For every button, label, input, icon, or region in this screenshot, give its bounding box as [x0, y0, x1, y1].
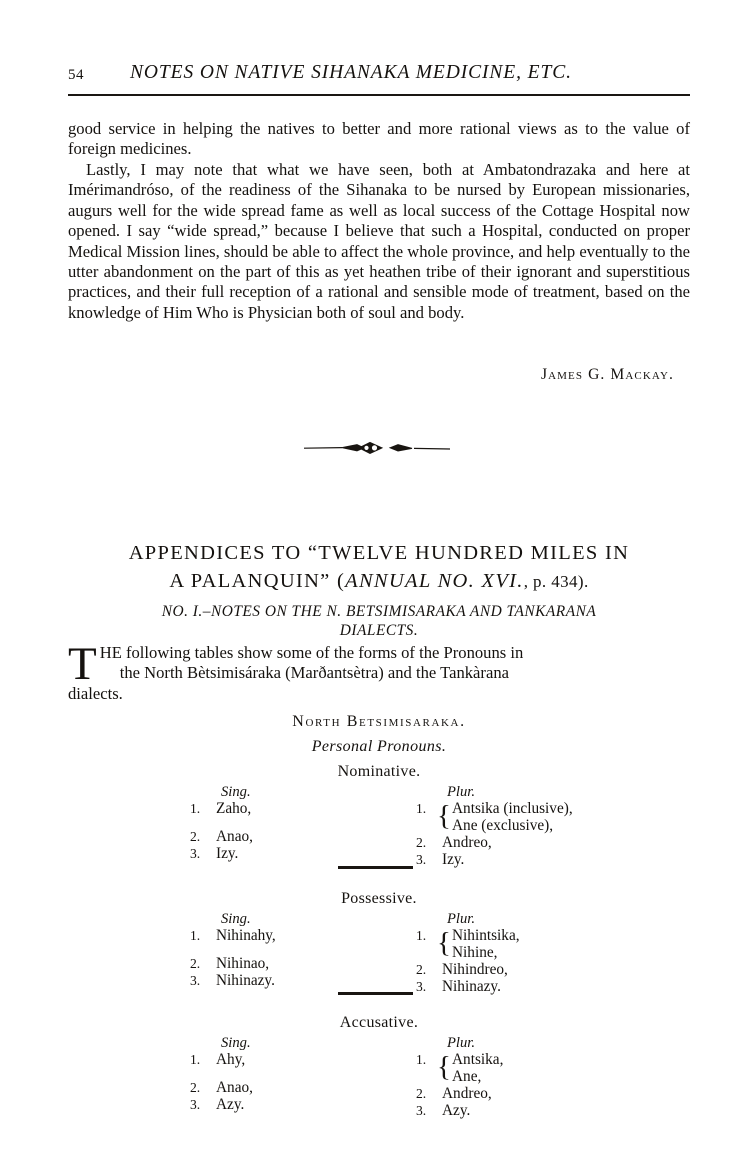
pronoun-term: Nihinazy. [216, 972, 275, 989]
pronoun-term: Andreo, [442, 1085, 492, 1102]
table-row [416, 851, 492, 868]
pronoun-term: Anao, [216, 1079, 253, 1096]
pronoun-term: Izy. [216, 845, 239, 862]
case-heading-possessive: Possessive. [341, 890, 417, 907]
brace-icon: { [437, 927, 451, 959]
row-number: 1. [190, 1052, 201, 1067]
drop-cap: T [68, 638, 97, 690]
body-paragraph-lastly [68, 160, 690, 323]
plural-column [416, 1035, 504, 1119]
table-row [190, 955, 276, 972]
column-header-singular: Sing. [221, 784, 251, 800]
appendix-page-reference: , p. 434). [523, 572, 589, 591]
running-head-rule [68, 94, 690, 96]
appendix-title [68, 539, 690, 596]
table-row [190, 1051, 253, 1068]
page-folio-number: 54 [68, 67, 84, 83]
pronoun-term: Ane, [452, 1068, 482, 1085]
row-number: 1. [416, 928, 427, 943]
intro-line-1: HE following tables show some of the forms of the Pronouns in [99, 643, 524, 662]
appendix-subtitle-line-1: NO. I.–NOTES ON THE N. BETSIMISARAKA AND TANKARANA [161, 603, 597, 620]
table-row-braced [416, 800, 573, 834]
table-row [416, 1085, 492, 1102]
body-paragraph-continuation [68, 119, 690, 160]
dialect-heading: North Betsimisaraka. [292, 713, 466, 730]
appendix-annual-reference: ANNUAL NO. XVI. [345, 570, 524, 592]
row-number: 3. [416, 852, 427, 867]
pronoun-class-heading: Personal Pronouns. [311, 738, 447, 755]
intro-line-3: dialects. [68, 683, 123, 703]
plural-column [416, 911, 520, 995]
braced-terms [452, 800, 573, 834]
pronoun-term: Nihinao, [216, 955, 270, 972]
row-number: 1. [190, 928, 201, 943]
pronoun-term: Nihintsika, [452, 927, 520, 944]
row-number: 3. [416, 1103, 427, 1118]
singular-column [190, 911, 276, 989]
pronoun-table-accusative [68, 1035, 690, 1119]
row-number: 2. [190, 829, 201, 844]
table-row [190, 845, 253, 862]
row-number: 3. [190, 1097, 201, 1112]
flourish-divider-icon [0, 438, 754, 463]
row-number: 2. [416, 835, 427, 850]
intro-line-2: the North Bètsimisáraka (Marðantsètra) and the Tankàrana [119, 663, 509, 683]
row-number: 3. [190, 846, 201, 861]
pronoun-term: Ahy, [216, 1051, 246, 1068]
pronoun-term: Azy. [216, 1096, 245, 1113]
case-heading-accusative: Accusative. [339, 1014, 419, 1031]
pronoun-term: Nihine, [452, 944, 498, 961]
brace-icon: { [437, 800, 451, 832]
appendix-subtitle-line-2: DIALECTS. [339, 622, 419, 639]
row-number: 1. [190, 801, 201, 816]
table-row [190, 972, 276, 989]
row-number: 1. [416, 801, 427, 816]
column-header-singular: Sing. [221, 1035, 251, 1051]
row-number: 3. [416, 979, 427, 994]
pronoun-term: Azy. [442, 1102, 471, 1119]
running-head-title: NOTES ON NATIVE SIHANAKA MEDICINE, ETC. [130, 62, 572, 83]
pronoun-term: Antsika (inclusive), [452, 800, 573, 817]
table-row [190, 927, 276, 944]
pronoun-table-possessive [68, 911, 690, 995]
pronoun-term: Anao, [216, 828, 253, 845]
singular-column [190, 1035, 253, 1113]
table-row [416, 961, 508, 978]
row-number: 2. [416, 962, 427, 977]
table-row [190, 828, 253, 845]
appendix-title-line-2-prefix: A PALANQUIN” ( [169, 570, 346, 592]
column-header-singular: Sing. [221, 911, 251, 927]
pronoun-term: Nihindreo, [442, 961, 508, 978]
paragraph-text: Lastly, I may note that what we have seen, both at Ambatondrazaka and here at Imérimandróso, of the readiness of the Sihanaka to be nursed by European missionaries, augurs well for the wide spread fame as well as local success of the Cottage Hospital now opened. I say “wide spread,” because I believe that such a Hospital, conducted on proper Medical Mission lines, should be able to affect the whole province, and help eventually to the utter abandonment on the part of this as yet heathen tribe of their ignorant and superstitious practices, and their full reception of a rational and sensible mode of treatment, based on the knowledge of Him Who is Physician both of soul and body. [68, 160, 690, 322]
table-row [416, 978, 508, 995]
table-row [416, 834, 492, 851]
singular-column [190, 784, 253, 862]
braced-terms [452, 1051, 503, 1085]
row-number: 1. [416, 1052, 427, 1067]
appendix-subtitle [68, 602, 690, 640]
column-header-plural: Plur. [447, 784, 475, 800]
pronoun-term: Zaho, [216, 800, 252, 817]
plural-column [416, 784, 573, 868]
pronoun-term: Nihinahy, [216, 927, 276, 944]
pronoun-term: Antsika, [452, 1051, 504, 1068]
table-row-braced [416, 1051, 504, 1085]
pronoun-term: Andreo, [442, 834, 492, 851]
table-row [190, 800, 253, 817]
paragraph-text: good service in helping the natives to better and more rational views as to the value of foreign medicines. [68, 119, 690, 159]
table-row-braced [416, 927, 520, 961]
brace-icon: { [437, 1051, 451, 1083]
column-header-plural: Plur. [447, 911, 475, 927]
table-row [190, 1079, 253, 1096]
appendix-title-line-2 [68, 567, 690, 596]
running-head [68, 62, 690, 88]
row-number: 3. [190, 973, 201, 988]
appendix-intro-paragraph [68, 638, 690, 704]
row-number: 2. [190, 956, 201, 971]
section-divider-rule [338, 866, 413, 869]
author-signature: James G. Mackay. [540, 366, 674, 383]
column-header-plural: Plur. [447, 1035, 475, 1051]
pronoun-term: Nihinazy. [442, 978, 501, 995]
row-number: 2. [416, 1086, 427, 1101]
table-row [190, 1096, 253, 1113]
appendix-title-line-1: APPENDICES TO “TWELVE HUNDRED MILES IN [128, 542, 630, 564]
braced-terms [452, 927, 520, 961]
row-number: 2. [190, 1080, 201, 1095]
case-heading-nominative: Nominative. [337, 763, 421, 780]
pronoun-table-nominative [68, 784, 690, 868]
table-row [416, 1102, 492, 1119]
section-divider-rule [338, 992, 413, 995]
pronoun-term: Ane (exclusive), [452, 817, 554, 834]
pronoun-term: Izy. [442, 851, 465, 868]
